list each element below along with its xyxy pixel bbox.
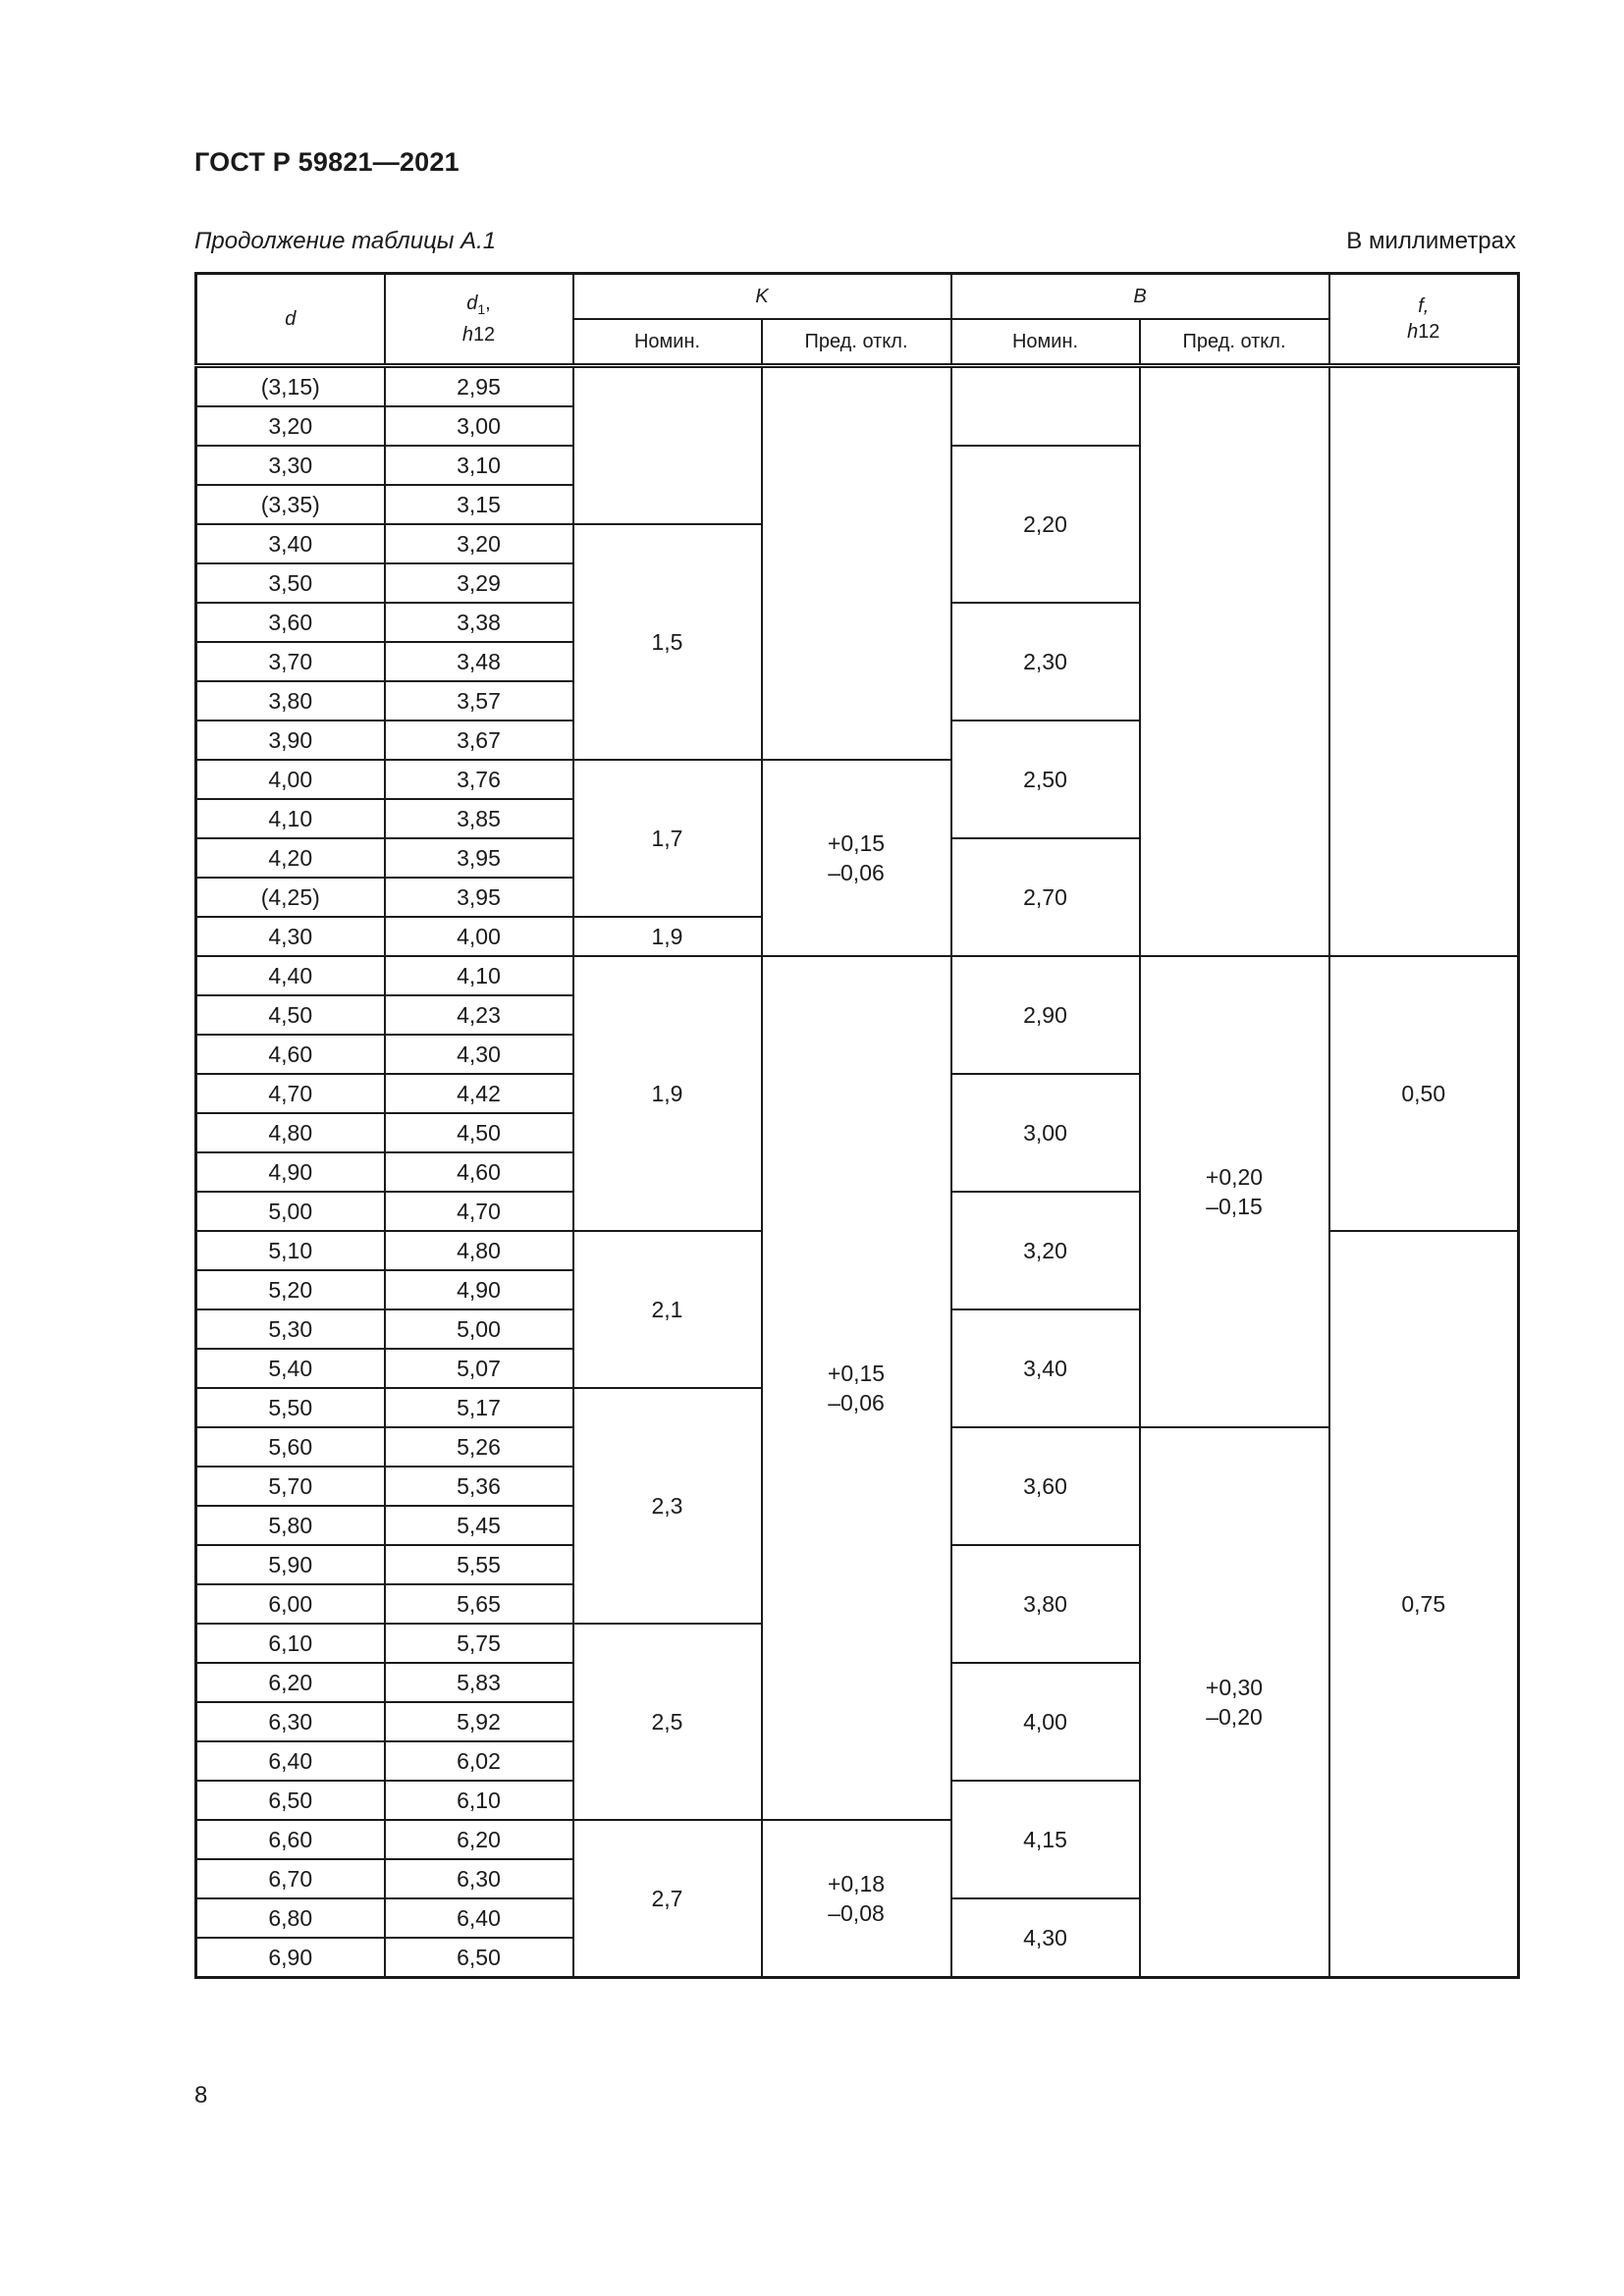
cell-d1: 5,17 — [385, 1388, 573, 1427]
cell-d: 5,10 — [196, 1231, 385, 1270]
cell-d1: 2,95 — [385, 366, 573, 407]
cell-d: 5,40 — [196, 1349, 385, 1388]
cell-b-nom: 3,20 — [951, 1192, 1140, 1309]
cell-d1: 3,38 — [385, 603, 573, 642]
cell-d: 4,20 — [196, 838, 385, 878]
cell-d: 6,40 — [196, 1741, 385, 1781]
cell-d: (3,35) — [196, 485, 385, 524]
header-k-nom: Номин. — [573, 319, 762, 366]
header-k: K — [573, 274, 951, 320]
cell-d1: 3,48 — [385, 642, 573, 681]
cell-d: 3,70 — [196, 642, 385, 681]
cell-d: 5,90 — [196, 1545, 385, 1584]
cell-b-nom: 3,00 — [951, 1074, 1140, 1192]
cell-d1: 4,70 — [385, 1192, 573, 1231]
cell-k-dev: +0,15 –0,06 — [762, 956, 951, 1820]
cell-d1: 5,92 — [385, 1702, 573, 1741]
cell-b-nom: 4,30 — [951, 1898, 1140, 1978]
table-caption: Продолжение таблицы А.1 — [194, 228, 497, 254]
cell-f: 0,50 — [1329, 956, 1519, 1231]
cell-d1: 5,07 — [385, 1349, 573, 1388]
header-b-nom: Номин. — [951, 319, 1140, 366]
cell-k-nom: 2,3 — [573, 1388, 762, 1624]
cell-d1: 5,83 — [385, 1663, 573, 1702]
cell-d: 5,80 — [196, 1506, 385, 1545]
cell-d: 4,10 — [196, 799, 385, 838]
cell-d: 6,20 — [196, 1663, 385, 1702]
cell-d1: 5,36 — [385, 1467, 573, 1506]
table-row — [196, 366, 1519, 407]
cell-d1: 3,95 — [385, 838, 573, 878]
cell-d1: 3,15 — [385, 485, 573, 524]
cell-d1: 6,20 — [385, 1820, 573, 1859]
units-label: В миллиметрах — [1346, 228, 1516, 254]
cell-d: 5,60 — [196, 1427, 385, 1467]
cell-f — [1329, 366, 1519, 957]
cell-k-nom: 1,9 — [573, 956, 762, 1231]
cell-d1: 6,10 — [385, 1781, 573, 1820]
cell-d: 4,50 — [196, 995, 385, 1035]
cell-k-nom: 1,5 — [573, 524, 762, 760]
cell-b-nom: 4,15 — [951, 1781, 1140, 1898]
cell-d: 5,70 — [196, 1467, 385, 1506]
cell-d1: 4,30 — [385, 1035, 573, 1074]
cell-d1: 4,80 — [385, 1231, 573, 1270]
cell-d: 5,20 — [196, 1270, 385, 1309]
cell-d: 6,80 — [196, 1898, 385, 1938]
cell-b-nom: 2,70 — [951, 838, 1140, 956]
table-row — [196, 956, 1519, 995]
header-b-dev: Пред. откл. — [1140, 319, 1329, 366]
cell-d1: 4,42 — [385, 1074, 573, 1113]
cell-d: 6,30 — [196, 1702, 385, 1741]
cell-d1: 5,65 — [385, 1584, 573, 1624]
cell-k-nom — [573, 366, 762, 525]
cell-b-nom: 3,80 — [951, 1545, 1140, 1663]
cell-d: (3,15) — [196, 366, 385, 407]
cell-d1: 4,23 — [385, 995, 573, 1035]
cell-d: 4,60 — [196, 1035, 385, 1074]
header-k-dev: Пред. откл. — [762, 319, 951, 366]
document-title: ГОСТ Р 59821—2021 — [194, 147, 460, 177]
cell-d1: 4,50 — [385, 1113, 573, 1152]
cell-d: (4,25) — [196, 878, 385, 917]
cell-d1: 3,20 — [385, 524, 573, 563]
cell-f: 0,75 — [1329, 1231, 1519, 1978]
cell-d: 6,00 — [196, 1584, 385, 1624]
cell-d1: 3,57 — [385, 681, 573, 721]
table-header — [196, 274, 1519, 366]
cell-k-dev: +0,15 –0,06 — [762, 760, 951, 956]
table-body — [196, 366, 1519, 1978]
cell-d: 3,60 — [196, 603, 385, 642]
cell-k-nom: 1,7 — [573, 760, 762, 917]
cell-d1: 5,55 — [385, 1545, 573, 1584]
cell-d1: 4,00 — [385, 917, 573, 956]
cell-d1: 4,60 — [385, 1152, 573, 1192]
cell-d: 3,20 — [196, 406, 385, 446]
header-d1-tol: 12 — [472, 324, 496, 346]
cell-d: 6,50 — [196, 1781, 385, 1820]
cell-d: 5,30 — [196, 1309, 385, 1349]
cell-d1: 3,10 — [385, 446, 573, 485]
cell-b-nom: 2,50 — [951, 721, 1140, 838]
cell-b-nom: 3,60 — [951, 1427, 1140, 1545]
cell-d: 5,50 — [196, 1388, 385, 1427]
cell-d1: 5,26 — [385, 1427, 573, 1467]
header-b: B — [951, 274, 1329, 320]
cell-d: 4,90 — [196, 1152, 385, 1192]
cell-d1: 3,85 — [385, 799, 573, 838]
cell-k-nom: 2,1 — [573, 1231, 762, 1388]
cell-d1: 3,67 — [385, 721, 573, 760]
cell-d: 4,40 — [196, 956, 385, 995]
cell-b-dev: +0,20 –0,15 — [1140, 956, 1329, 1427]
cell-d: 3,30 — [196, 446, 385, 485]
page-number: 8 — [194, 2082, 208, 2109]
cell-b-nom: 2,30 — [951, 603, 1140, 721]
cell-k-nom: 2,5 — [573, 1624, 762, 1820]
cell-d: 5,00 — [196, 1192, 385, 1231]
cell-b-nom: 3,40 — [951, 1309, 1140, 1427]
cell-b-dev: +0,30 –0,20 — [1140, 1427, 1329, 1978]
cell-k-nom: 1,9 — [573, 917, 762, 956]
cell-k-nom: 2,7 — [573, 1820, 762, 1978]
cell-d1: 6,50 — [385, 1938, 573, 1978]
header-f: f, h12 — [1329, 274, 1519, 366]
cell-b-nom: 4,00 — [951, 1663, 1140, 1781]
cell-d1: 4,90 — [385, 1270, 573, 1309]
cell-k-dev: +0,18 –0,08 — [762, 1820, 951, 1978]
cell-d1: 6,40 — [385, 1898, 573, 1938]
cell-d1: 5,75 — [385, 1624, 573, 1663]
cell-d: 6,60 — [196, 1820, 385, 1859]
cell-d1: 5,45 — [385, 1506, 573, 1545]
cell-d: 3,40 — [196, 524, 385, 563]
cell-d: 6,10 — [196, 1624, 385, 1663]
cell-d1: 3,00 — [385, 406, 573, 446]
cell-b-nom: 2,90 — [951, 956, 1140, 1074]
cell-d: 3,50 — [196, 563, 385, 603]
cell-d: 3,80 — [196, 681, 385, 721]
dimensions-table — [194, 272, 1520, 1979]
cell-d: 3,90 — [196, 721, 385, 760]
cell-d1: 3,76 — [385, 760, 573, 799]
cell-b-nom — [951, 366, 1140, 447]
cell-d1: 4,10 — [385, 956, 573, 995]
cell-k-dev — [762, 366, 951, 761]
cell-d1: 3,29 — [385, 563, 573, 603]
cell-d: 4,30 — [196, 917, 385, 956]
header-f-tol: 12 — [1418, 321, 1440, 343]
cell-d: 4,80 — [196, 1113, 385, 1152]
cell-b-dev — [1140, 366, 1329, 957]
cell-d: 4,70 — [196, 1074, 385, 1113]
cell-d1: 5,00 — [385, 1309, 573, 1349]
cell-d1: 6,02 — [385, 1741, 573, 1781]
cell-d: 4,00 — [196, 760, 385, 799]
header-d: d — [196, 274, 385, 366]
cell-d: 6,70 — [196, 1859, 385, 1898]
cell-d: 6,90 — [196, 1938, 385, 1978]
cell-b-nom: 2,20 — [951, 446, 1140, 603]
cell-d1: 3,95 — [385, 878, 573, 917]
header-d1: $d_1$, h12 — [385, 274, 573, 366]
cell-d1: 6,30 — [385, 1859, 573, 1898]
